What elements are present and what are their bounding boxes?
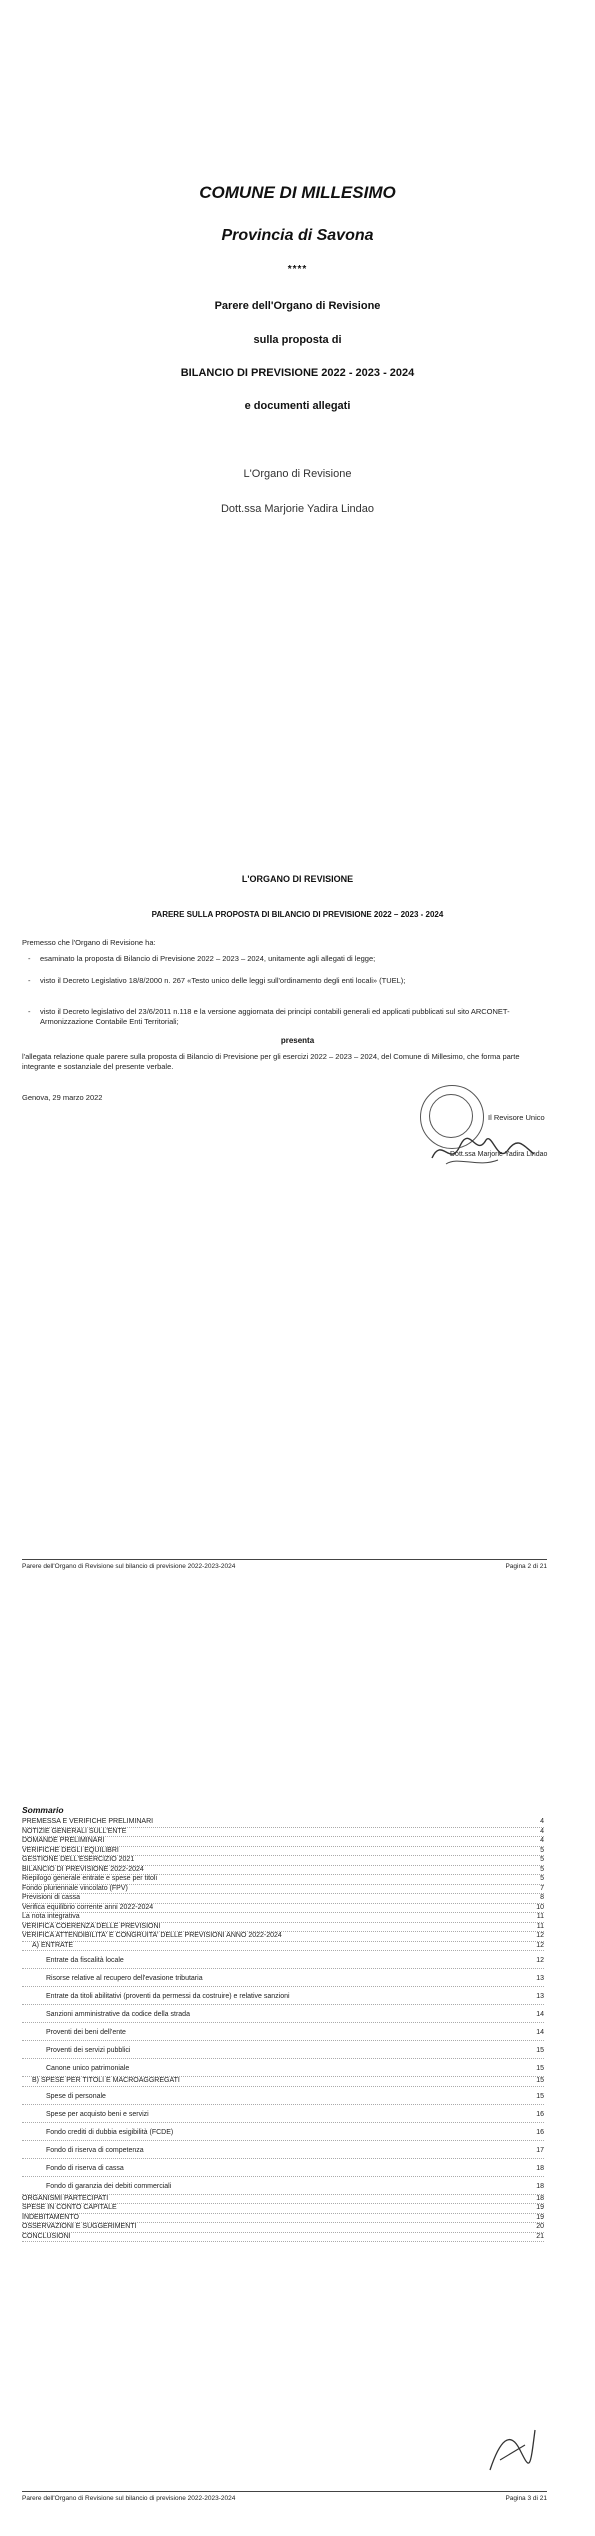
toc-entry-label: Sanzioni amministrative da codice della strada	[46, 2011, 190, 2018]
toc-entry[interactable]	[22, 2105, 544, 2123]
toc-entry[interactable]	[22, 1847, 544, 1857]
toc-entry-label: Verifica equilibrio corrente anni 2022-2024	[22, 1903, 154, 1911]
organo-heading: L'ORGANO DI REVISIONE	[241, 874, 354, 884]
toc-entry-label: Spese per acquisto beni e servizi	[46, 2110, 149, 2118]
toc-entry-label: CONCLUSIONI	[22, 2232, 71, 2240]
toc-entry[interactable]	[22, 1866, 544, 1876]
toc-entry-label: Canone unico patrimoniale	[46, 2065, 130, 2072]
toc-entry-label: Spese di personale	[46, 2092, 106, 2100]
stars-divider: ****	[287, 264, 308, 275]
toc-entry-page: 16	[536, 2128, 544, 2136]
toc-entry[interactable]	[22, 1818, 544, 1828]
toc-entry[interactable]	[22, 2005, 544, 2023]
toc-entry[interactable]	[22, 1942, 544, 1952]
toc-entry-page: 11	[536, 1913, 544, 1920]
toc-entry-label: B) SPESE PER TITOLI E MACROAGGREGATI	[32, 2077, 180, 2084]
toc-entry-page: 4	[540, 1827, 544, 1835]
toc-entry[interactable]	[22, 2159, 544, 2177]
toc-entry-page: 15	[536, 2065, 544, 2072]
toc-entry[interactable]	[22, 2204, 544, 2214]
toc-entry-page: 16	[536, 2110, 544, 2118]
toc-entry[interactable]	[22, 2195, 544, 2205]
toc-entry[interactable]	[22, 2087, 544, 2105]
toc-entry-label: VERIFICHE DEGLI EQUILIBRI	[22, 1846, 119, 1854]
relazione-text: l'allegata relazione quale parere sulla proposta di Bilancio di Previsione per gli esercizi 2022 – 2023 – 2024, del Comune di Millesimo, che forma parte integrante e sostanziale del presente verbale.	[22, 1052, 520, 1072]
toc-entry-label: GESTIONE DELL'ESERCIZIO 2021	[22, 1856, 135, 1863]
table-of-contents	[22, 1818, 544, 2242]
toc-entry-label: ORGANISMI PARTECIPATI	[22, 2194, 109, 2202]
premesso-text: Premesso che l'Organo di Revisione ha:	[22, 938, 156, 947]
toc-entry-page: 15	[536, 2092, 544, 2100]
toc-entry-page: 7	[540, 1884, 544, 1892]
toc-entry-label: A) ENTRATE	[32, 1941, 74, 1949]
comune-title: COMUNE DI MILLESIMO	[199, 183, 396, 202]
toc-entry-label: Previsioni di cassa	[22, 1894, 80, 1901]
toc-entry-label: La nota integrativa	[22, 1913, 80, 1920]
toc-entry-page: 14	[536, 2029, 544, 2036]
initials-signature-icon	[480, 2420, 540, 2480]
signatory-name: Dott.ssa Marjorie Yadira Lindao	[450, 1151, 548, 1158]
toc-entry-page: 8	[540, 1894, 544, 1901]
toc-entry-page: 4	[540, 1837, 544, 1844]
toc-entry-page: 4	[540, 1818, 544, 1825]
toc-entry-page: 15	[536, 2077, 544, 2084]
toc-entry-page: 18	[536, 2194, 544, 2202]
proposta-line: sulla proposta di	[253, 334, 342, 346]
toc-entry-label: Fondo di riserva di competenza	[46, 2146, 144, 2154]
page2-footer	[22, 1563, 547, 1570]
toc-entry[interactable]	[22, 2059, 544, 2077]
footer-left-text: Parere dell'Organo di Revisione sul bilancio di previsione 2022-2023-2024	[22, 1563, 236, 1570]
footer-rule	[22, 2491, 547, 2492]
provincia-title: Provincia di Savona	[221, 227, 374, 244]
toc-entry-label: Fondo di garanzia dei debiti commerciali	[46, 2182, 172, 2190]
toc-entry-page: 18	[536, 2164, 544, 2172]
toc-entry[interactable]	[22, 1969, 544, 1987]
toc-entry-label: Proventi dei servizi pubblici	[46, 2047, 131, 2054]
footer-page-number: Pagina 2 di 21	[505, 1563, 547, 1570]
toc-entry-label: Fondo pluriennale vincolato (FPV)	[22, 1884, 128, 1892]
toc-entry-label: VERIFICA COERENZA DELLE PREVISIONI	[22, 1922, 161, 1930]
toc-entry[interactable]	[22, 1904, 544, 1914]
organo-label: L'Organo di Revisione	[243, 468, 352, 480]
toc-entry[interactable]	[22, 1828, 544, 1838]
toc-entry-page: 18	[536, 2182, 544, 2190]
toc-entry[interactable]	[22, 1951, 544, 1969]
bullet-glyph: -	[28, 976, 31, 985]
toc-entry-label: Riepilogo generale entrate e spese per titoli	[22, 1875, 158, 1882]
toc-entry-page: 13	[536, 1993, 544, 2000]
footer-page-number: Pagina 3 di 21	[505, 2495, 547, 2502]
allegati-line: e documenti allegati	[244, 400, 351, 412]
toc-entry[interactable]	[22, 2233, 544, 2243]
toc-entry[interactable]	[22, 2041, 544, 2059]
toc-entry[interactable]	[22, 2223, 544, 2233]
revisore-unico-label: Il Revisore Unico	[488, 1113, 545, 1122]
toc-entry-label: Entrate da titoli abilitativi (proventi da permessi da costruire) e relative sanzioni	[46, 1993, 290, 2000]
toc-entry[interactable]	[22, 2177, 544, 2195]
cover-page	[0, 0, 595, 840]
bilancio-line: BILANCIO DI PREVISIONE 2022 - 2023 - 2024	[180, 367, 415, 379]
toc-entry-page: 20	[536, 2223, 544, 2230]
toc-entry-label: PREMESSA E VERIFICHE PRELIMINARI	[22, 1818, 154, 1825]
toc-entry-label: OSSERVAZIONI E SUGGERIMENTI	[22, 2223, 137, 2230]
toc-entry[interactable]	[22, 1875, 544, 1885]
toc-entry-page: 21	[536, 2232, 544, 2240]
toc-entry[interactable]	[22, 1913, 544, 1923]
bullet-item: esaminato la proposta di Bilancio di Previsione 2022 – 2023 – 2024, unitamente agli allegati di legge;	[40, 954, 376, 963]
bullet-glyph: -	[28, 954, 31, 963]
toc-entry[interactable]	[22, 2141, 544, 2159]
toc-entry[interactable]	[22, 1894, 544, 1904]
toc-entry[interactable]	[22, 1932, 544, 1942]
toc-entry-label: DOMANDE PRELIMINARI	[22, 1837, 105, 1844]
toc-entry-page: 19	[536, 2204, 544, 2211]
footer-rule	[22, 1559, 547, 1560]
toc-entry[interactable]	[22, 1856, 544, 1866]
parere-page	[0, 840, 595, 1680]
toc-entry-label: Fondo crediti di dubbia esigibilità (FCDE)	[46, 2128, 174, 2136]
toc-entry-page: 15	[536, 2047, 544, 2054]
toc-entry-page: 17	[536, 2146, 544, 2154]
toc-entry-page: 5	[540, 1865, 544, 1873]
presenta-label: presenta	[280, 1036, 315, 1045]
toc-entry-label: NOTIZIE GENERALI SULL'ENTE	[22, 1827, 127, 1835]
toc-entry[interactable]	[22, 1837, 544, 1847]
toc-entry-page: 12	[536, 1941, 544, 1949]
toc-entry[interactable]	[22, 1923, 544, 1933]
page3-footer	[22, 2495, 547, 2502]
signature-icon	[428, 1128, 538, 1172]
date-text: Genova, 29 marzo 2022	[22, 1093, 103, 1102]
bullet-item: visto il Decreto Legislativo 18/8/2000 n. 267 «Testo unico delle leggi sull'ordinamento degli enti locali» (TUEL);	[40, 976, 406, 985]
toc-entry[interactable]	[22, 2123, 544, 2141]
toc-entry-page: 5	[540, 1856, 544, 1863]
toc-entry-page: 12	[536, 1932, 544, 1939]
toc-entry-label: Proventi dei beni dell'ente	[46, 2029, 126, 2036]
sommario-title: Sommario	[22, 1805, 64, 1815]
toc-entry-label: Entrate da fiscalità locale	[46, 1957, 124, 1964]
toc-entry-label: BILANCIO DI PREVISIONE 2022-2024	[22, 1865, 144, 1873]
toc-entry[interactable]	[22, 1885, 544, 1895]
toc-entry-page: 10	[536, 1903, 544, 1911]
toc-entry-label: SPESE IN CONTO CAPITALE	[22, 2204, 117, 2211]
toc-entry-label: Fondo di riserva di cassa	[46, 2164, 124, 2172]
toc-entry-page: 12	[536, 1957, 544, 1964]
toc-entry-page: 11	[536, 1922, 544, 1930]
toc-entry-page: 14	[536, 2011, 544, 2018]
footer-left-text: Parere dell'Organo di Revisione sul bilancio di previsione 2022-2023-2024	[22, 2495, 236, 2502]
toc-entry-page: 5	[540, 1846, 544, 1854]
revisore-name: Dott.ssa Marjorie Yadira Lindao	[220, 503, 375, 515]
bullet-item: visto il Decreto legislativo del 23/6/2011 n.118 e la versione aggiornata dei principi contabili generali ed applicati pubblicati sul sito ARCONET- Armonizzazione Contabile Enti Territoriali;	[40, 1007, 510, 1027]
toc-entry-label: INDEBITAMENTO	[22, 2213, 79, 2221]
toc-entry-page: 19	[536, 2213, 544, 2221]
parere-subheading: PARERE SULLA PROPOSTA DI BILANCIO DI PREVISIONE 2022 – 2023 - 2024	[151, 910, 444, 919]
toc-entry[interactable]	[22, 2023, 544, 2041]
toc-entry-label: Risorse relative al recupero dell'evasione tributaria	[46, 1975, 203, 1982]
bullet-glyph: -	[28, 1007, 31, 1016]
toc-entry-label: VERIFICA ATTENDIBILITA' E CONGRUITA' DELLE PREVISIONI ANNO 2022-2024	[22, 1932, 282, 1939]
toc-entry-page: 13	[536, 1975, 544, 1982]
toc-entry[interactable]	[22, 1987, 544, 2005]
parere-line: Parere dell'Organo di Revisione	[214, 300, 381, 312]
toc-entry-page: 5	[540, 1875, 544, 1882]
toc-entry[interactable]	[22, 2077, 544, 2087]
toc-entry[interactable]	[22, 2214, 544, 2224]
